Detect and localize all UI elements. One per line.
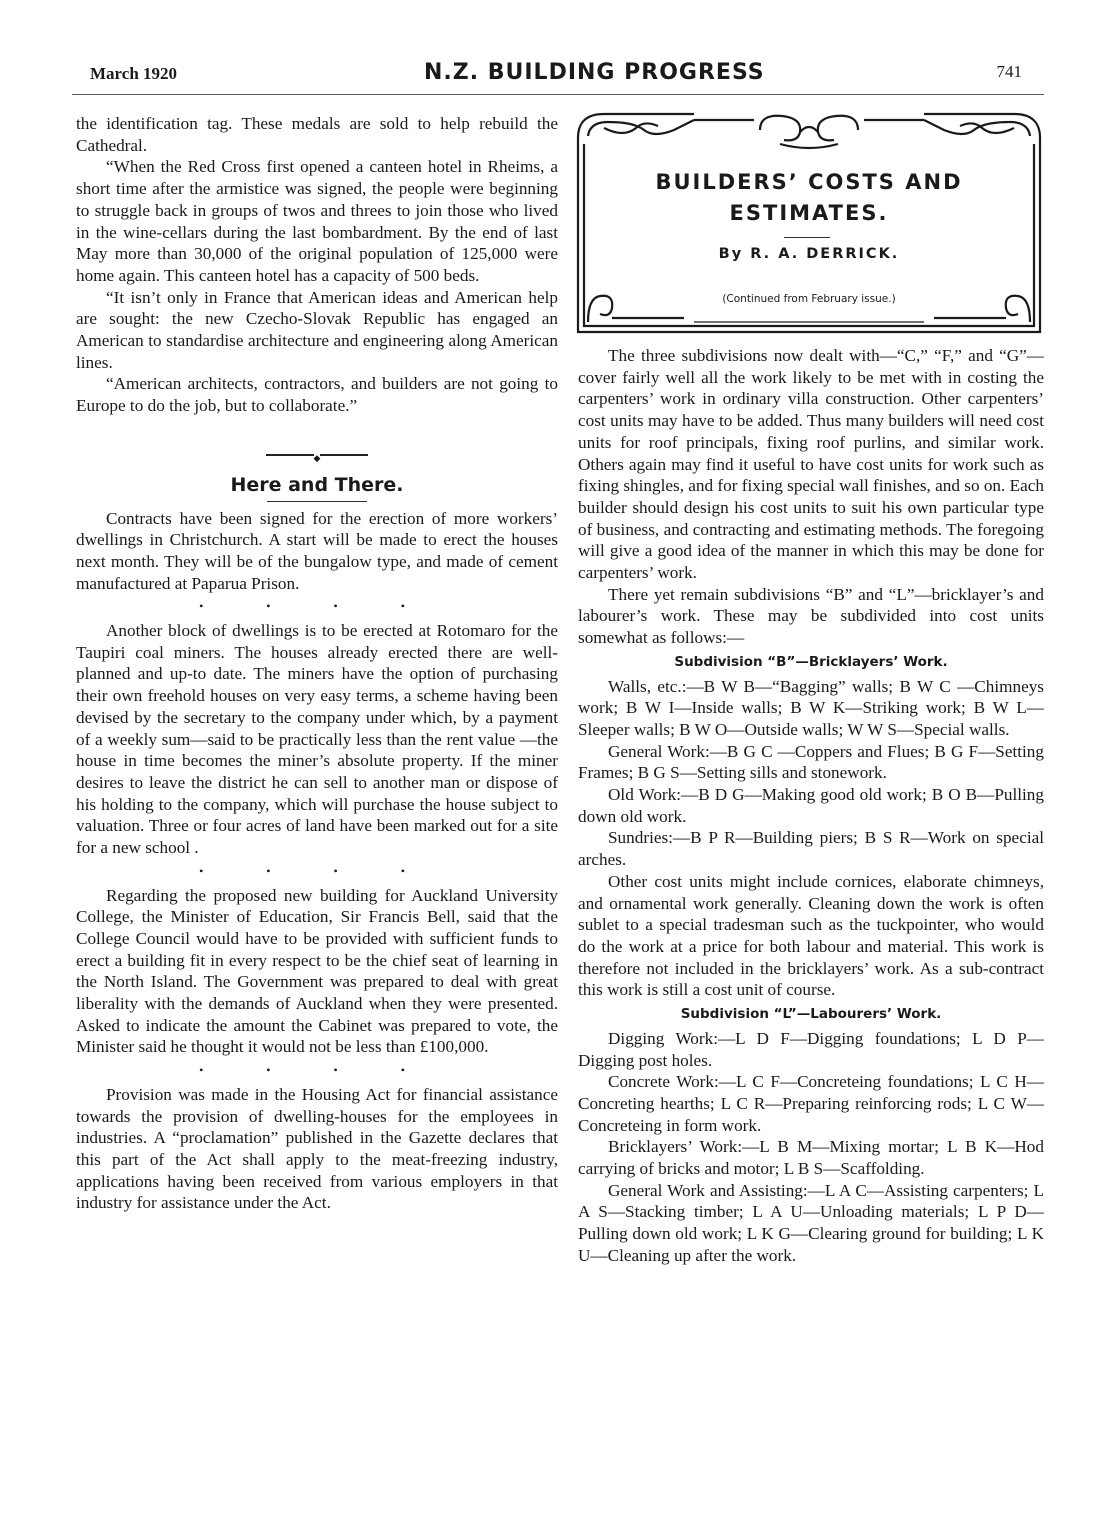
cost-unit-entry: Walls, etc.:—B W B—“Bagging” walls; B W C —Chimneys work; B W I—Inside walls; B W K—Striking work; B W L—Sleeper walls; B W O—Outside walls; W W S—Special walls. (578, 676, 1044, 739)
news-item: Another block of dwellings is to be erected at Rotomaro for the Taupiri coal miners. The houses already erected there are well-planned and up-to date. The miners have the option of purchasing their own freehold houses on very easy terms, a scheme having been devised by the secretary to the company under which, by a payment of a weekly sum—said to be practically less than the rent value —the house in time becomes the miner’s absolute property. If the miner desires to leave the district he can sell to another man or dispose of his holding to the company, which will purchase the house subject to valuation. Three or four acres of land have been marked out for a site for a new school . (76, 621, 558, 858)
issue-date: March 1920 (90, 64, 178, 83)
left-column (76, 113, 558, 1214)
intro-paragraph: the identification tag. These medals are sold to help rebuild the Cathedral. (76, 114, 558, 155)
subdivision-b-title: Subdivision “B”—Bricklayers’ Work. (674, 653, 948, 670)
page-header (72, 60, 1044, 95)
cost-unit-entry: Concrete Work:—L C F—Concreteing foundations; L C H—Concreting hearths; L C R—Preparing reinforcing rods; L C W—Concreteing in form work. (578, 1072, 1044, 1135)
subdivision-l-title: Subdivision “L”—Labourers’ Work. (680, 1006, 942, 1023)
intro-paragraph: “When the Red Cross first opened a canteen hotel in Rheims, a short time after the armistice was signed, the people were beginning to struggle back in groups of twos and threes to join those who lived in the wine-cellars during the last bombardment. By the end of last May more than 30,000 of the original population of 125,000 were home again. This canteen hotel has a capacity of 500 beds. (76, 157, 558, 285)
intro-paragraph: “American architects, contractors, and builders are not going to Europe to do the job, but to collaborate.” (76, 374, 558, 416)
news-item: Contracts have been signed for the erection of more workers’ dwellings in Christchurch. A start will be made to erect the houses next month. They will be of the bungalow type, and made of cement manufactured at Paparua Prison. (76, 508, 558, 593)
article-paragraph: The three subdivisions now dealt with—“C,” “F,” and “G”—cover fairly well all the work likely to be met with in costing the carpenters’ work in ordinary villa construction. Other carpenters’ cost units may have to be added. Thus many builders will need cost units for roof principals, fixing roof purlins, and similar work. Others again may find it useful to have cost units for work such as fixing shingles, and for fixing special wall finishes, and so on. Each builder should design his cost units to suit his own particular type of business, and contracting and estimating methods. The foregoing will give a good idea of the manner in which this may be done for carpenters’ work. (578, 346, 1044, 583)
cost-unit-entry: Old Work:—B D G—Making good old work; B O B—Pulling down old work. (578, 785, 1044, 826)
article-author: By R. A. DERRICK. (718, 246, 900, 262)
continued-note: (Continued from February issue.) (722, 293, 896, 305)
article-title-line-2: ESTIMATES. (729, 201, 889, 225)
news-item: Regarding the proposed new building for Auckland University College, the Minister of Education, Sir Francis Bell, said that the College Council would have to be provided with sufficient funds to erect a building fit in every respect to be the chief seat of learning in the North Island. The Government was prepared to deal with great liberality with the demands of Auckland when they were presented. Asked to indicate the amount the Cabinet was prepared to vote, the Minister said he thought it would not be less than £100,000. (76, 885, 558, 1057)
diamond-ornament-icon: ◆ (313, 452, 321, 463)
cost-unit-entry: Bricklayers’ Work:—L B M—Mixing mortar; L B K—Hod carrying of bricks and motor; L B S—Scaffolding. (578, 1137, 1044, 1179)
page-number: 741 (996, 62, 1022, 81)
article-title-line-1: BUILDERS’ COSTS AND (655, 170, 963, 194)
right-column (578, 345, 1044, 1267)
cost-unit-entry: Digging Work:—L D F—Digging foundations; L D P—Digging post holes. (578, 1028, 1044, 1070)
article-paragraph: Other cost units might include cornices, elaborate chimneys, and ornamental work generally. Cleaning down the work is often sublet to a special tradesman such as the tuckpointer, who would do the work at a price for both labour and material. This work is therefore not included in the bricklayers’ work. As a sub-contract this work is still a cost unit of course. (578, 871, 1044, 1000)
item-divider: • • • • (199, 1063, 435, 1078)
section-title: Here and There. (230, 473, 404, 496)
item-divider: • • • • (199, 599, 435, 614)
article-paragraph: There yet remain subdivisions “B” and “L”—bricklayer’s and labourer’s work. These may be subdivided into cost units somewhat as follows:— (578, 584, 1044, 648)
article-title-box (574, 108, 1044, 336)
cost-unit-entry: Sundries:—B P R—Building piers; B S R—Work on special arches. (578, 828, 1044, 870)
item-divider: • • • • (199, 863, 435, 878)
cost-unit-entry: General Work and Assisting:—L A C—Assisting carpenters; L A S—Stacking timber; L A U—Unloading materials; L P D—Pulling down old work; L K G—Clearing ground for building; L K U—Cleaning up after the work. (578, 1180, 1044, 1265)
cost-unit-entry: General Work:—B G C —Coppers and Flues; B G F—Setting Frames; B G S—Setting sills and stonework. (578, 741, 1044, 783)
title-rule (267, 501, 367, 502)
publication-title: N.Z. BUILDING PROGRESS (424, 60, 765, 85)
section-separator (76, 445, 558, 465)
title-rule (784, 237, 830, 238)
news-item: Provision was made in the Housing Act for financial assistance towards the provision of dwelling-houses for the employees in industries. A “proclamation” published in the Gazette declares that this part of the Act shall apply to the meat-freezing industry, applications having been received from various employers in that industry for assistance under the Act. (76, 1084, 558, 1213)
intro-paragraph: “It isn’t only in France that American ideas and American help are sought: the new Czecho-Slovak Republic has engaged an American to standardise architecture and engineering along American lines. (76, 287, 558, 372)
